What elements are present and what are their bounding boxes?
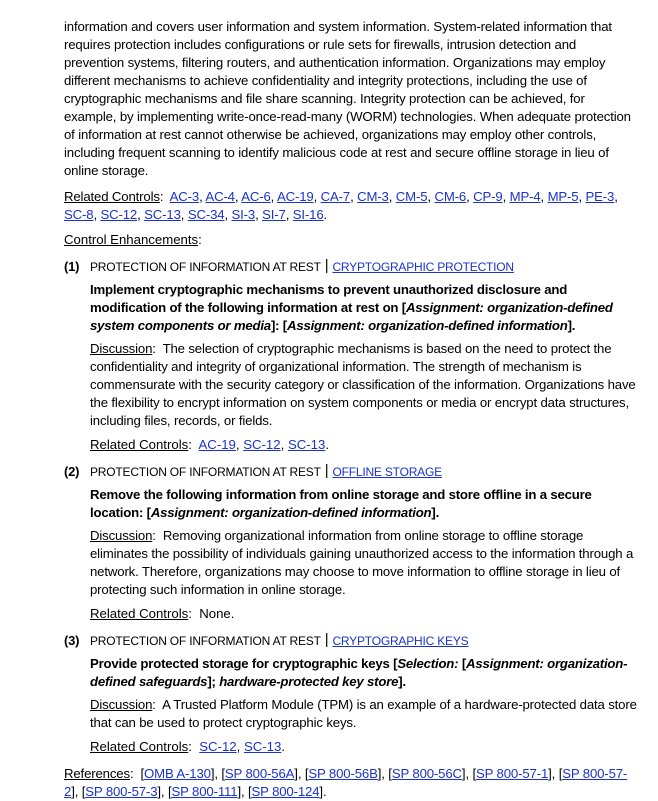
reference-link[interactable]: SP 800-57-3: [85, 784, 158, 799]
statement-text: ];: [207, 674, 220, 689]
reference-link[interactable]: SP 800-57-2: [64, 766, 628, 799]
control-link[interactable]: SI-7: [262, 207, 286, 222]
discussion-text: A Trusted Platform Module (TPM) is an example of a hardware-protected data store that can be used to protect cryptographic keys.: [90, 697, 637, 730]
enhancement-related-controls: Related Controls: AC-19, SC-12, SC-13.: [90, 437, 329, 452]
enhancement-discussion: Discussion: The selection of cryptographic mechanisms is based on the need to protect the confidentiality and integrity of organizational information. The strength of mechanism is commensurate with the security category or classification of the information. Organizations have the flexibility to encrypt information on system components or media or encrypt data structures, including files, records, or fields.: [90, 341, 636, 428]
statement-text: ].: [567, 318, 576, 333]
control-link[interactable]: AC-4: [205, 189, 235, 204]
enhancement-2: [64, 463, 638, 623]
references: References: [OMB A-130], [SP 800-56A], [SP 800-56B], [SP 800-56C], [SP 800-57-1], [SP 800-57-2], [SP 800-57-3], [SP 800-111], [SP 800-124].: [64, 766, 628, 799]
enhancement-number: (1): [64, 259, 80, 274]
statement-text: Remove the following information from online storage and store offline in a secure location: [: [90, 487, 592, 520]
enhancement-statement: [90, 281, 638, 335]
enhancement-header: [64, 463, 638, 481]
separator: |: [324, 257, 329, 274]
enhancement-1: [64, 258, 638, 454]
discussion-text: The selection of cryptographic mechanisms is based on the need to protect the confidentiality and integrity of organizational information. The strength of mechanism is commensurate with the security category or classification of the information. Organizations have the flexibility to encrypt information on system components or media or encrypt data structures, including files, records, or fields.: [90, 341, 636, 428]
control-link[interactable]: MP-4: [509, 189, 541, 204]
control-link[interactable]: SC-12: [100, 207, 138, 222]
enhancement-discussion: Discussion: A Trusted Platform Module (TPM) is an example of a hardware-protected data store that can be used to protect cryptographic keys.: [90, 697, 637, 730]
enhancement-related-controls: Related Controls: SC-12, SC-13.: [90, 739, 286, 754]
enhancement-title-link[interactable]: CRYPTOGRAPHIC PROTECTION: [332, 260, 514, 274]
control-link[interactable]: SC-13: [287, 437, 326, 452]
control-link[interactable]: SC-34: [187, 207, 225, 222]
control-link[interactable]: SC-8: [64, 207, 94, 222]
control-link[interactable]: AC-6: [241, 189, 271, 204]
related-controls-label: Related Controls: [90, 437, 189, 452]
control-enhancements-label: Control Enhancements: [64, 232, 199, 247]
control-link[interactable]: SC-13: [243, 739, 282, 754]
control-link[interactable]: AC-3: [169, 189, 200, 204]
reference-link[interactable]: SP 800-56B: [308, 766, 378, 781]
control-link[interactable]: MP-5: [547, 189, 579, 204]
statement-text: ].: [398, 674, 406, 689]
related-controls-links: AC-3, AC-4, AC-6, AC-19, CA-7, CM-3, CM-5, CM-6, CP-9, MP-4, MP-5, PE-3, SC-8, SC-12, SC-13, SC-34, SI-3, SI-7, SI-16: [64, 189, 618, 222]
statement-text: [: [458, 656, 467, 671]
control-link[interactable]: CP-9: [473, 189, 503, 204]
enhancement-title-link[interactable]: OFFLINE STORAGE: [332, 465, 442, 479]
control-link[interactable]: CM-5: [395, 189, 428, 204]
selection-option: hardware-protected key store: [219, 674, 399, 689]
enhancement-discussion: Discussion: Removing organizational information from online storage to offline storage eliminates the possibility of individuals gaining unauthorized access to the information through a network. Therefore, organizations may choose to move information to offline storage in lieu of protecting such information in online storage.: [90, 528, 634, 597]
related-controls-links: SC-12, SC-13: [199, 739, 282, 754]
related-controls-label: Related Controls: [64, 189, 160, 204]
enhancement-parent: PROTECTION OF INFORMATION AT REST: [90, 465, 321, 479]
statement-text: ].: [431, 505, 440, 520]
reference-link[interactable]: SP 800-56A: [224, 766, 295, 781]
related-controls-label: Related Controls: [90, 606, 189, 621]
separator: |: [324, 631, 329, 648]
discussion-label: Discussion: [90, 528, 153, 543]
discussion-label: Discussion: [90, 341, 153, 356]
reference-link[interactable]: SP 800-124: [251, 784, 320, 799]
references-label: References: [64, 766, 130, 781]
enhancement-parent: PROTECTION OF INFORMATION AT REST: [90, 634, 321, 648]
reference-link[interactable]: SP 800-111: [171, 784, 238, 799]
enhancement-parent: PROTECTION OF INFORMATION AT REST: [90, 260, 321, 274]
control-link[interactable]: SC-12: [243, 437, 281, 452]
discussion-label: Discussion: [90, 697, 153, 712]
statement-text: Implement cryptographic mechanisms to prevent unauthorized disclosure and modification of the following information at rest on [: [90, 282, 568, 315]
enhancement-number: (2): [64, 464, 80, 479]
reference-link[interactable]: OMB A-130: [144, 766, 211, 781]
assignment-parameter: Assignment: organization-defined information: [287, 318, 568, 333]
reference-link[interactable]: SP 800-56C: [391, 766, 462, 781]
related-controls-links: AC-19, SC-12, SC-13: [198, 437, 326, 452]
enhancement-header: [64, 258, 638, 276]
control-link[interactable]: CA-7: [320, 189, 351, 204]
enhancement-statement: [90, 486, 638, 522]
related-controls: Related Controls: AC-3, AC-4, AC-6, AC-19, CA-7, CM-3, CM-5, CM-6, CP-9, MP-4, MP-5, PE-3, SC-8, SC-12, SC-13, SC-34, SI-3, SI-7, SI-16.: [64, 189, 618, 222]
assignment-parameter: Assignment: organization-defined information: [150, 505, 432, 520]
control-enhancements-heading: Control Enhancements:: [64, 232, 202, 247]
assignment-parameter: Assignment: organization-defined safeguards: [90, 656, 628, 689]
control-link[interactable]: PE-3: [585, 189, 615, 204]
assignment-parameter: Assignment: organization-defined system components or media: [90, 300, 613, 333]
control-link[interactable]: SC-13: [144, 207, 181, 222]
separator: |: [324, 462, 329, 479]
references-links: [OMB A-130], [SP 800-56A], [SP 800-56B], [SP 800-56C], [SP 800-57-1], [SP 800-57-2], [SP 800-57-3], [SP 800-111], [SP 800-124]: [64, 766, 628, 799]
control-link[interactable]: AC-19: [276, 189, 314, 204]
enhancement-title-link[interactable]: CRYPTOGRAPHIC KEYS: [332, 634, 469, 648]
control-link[interactable]: AC-19: [198, 437, 236, 452]
enhancement-related-controls: Related Controls: None.: [90, 606, 235, 621]
intro-paragraph: information and covers user information and system information. System-related information that requires protection includes configurations or rule sets for firewalls, intrusion detection and prevention systems, filtering routers, and authentication information. Organizations may employ different mechanisms to achieve confidentiality and integrity protections, including the use of cryptographic mechanisms and file share scanning. Integrity protection can be achieved, for example, by implementing write-once-read-many (WORM) technologies. When adequate protection of information at rest cannot otherwise be achieved, organizations may employ other controls, including frequent scanning to identify malicious code at rest and secure offline storage in lieu of online storage.: [64, 19, 631, 178]
selection-parameter: Selection:: [397, 656, 459, 671]
control-link[interactable]: SI-16: [292, 207, 324, 222]
statement-text: Provide protected storage for cryptographic keys [: [90, 656, 398, 671]
enhancement-header: [64, 632, 638, 650]
discussion-text: Removing organizational information from online storage to offline storage eliminates the possibility of individuals gaining unauthorized access to the information through a network. Therefore, organizations may choose to move information to offline storage in lieu of protecting such information in online storage.: [90, 528, 634, 597]
related-controls-label: Related Controls: [90, 739, 189, 754]
enhancement-number: (3): [64, 633, 80, 648]
enhancement-statement: [90, 655, 638, 691]
statement-text: ]: [: [270, 318, 287, 333]
control-link[interactable]: CM-6: [434, 189, 467, 204]
enhancement-3: [64, 632, 638, 756]
reference-link[interactable]: SP 800-57-1: [475, 766, 549, 781]
control-link[interactable]: CM-3: [357, 189, 389, 204]
control-link[interactable]: SI-3: [231, 207, 256, 222]
related-controls-none: None.: [199, 606, 235, 621]
control-link[interactable]: SC-12: [199, 739, 237, 754]
